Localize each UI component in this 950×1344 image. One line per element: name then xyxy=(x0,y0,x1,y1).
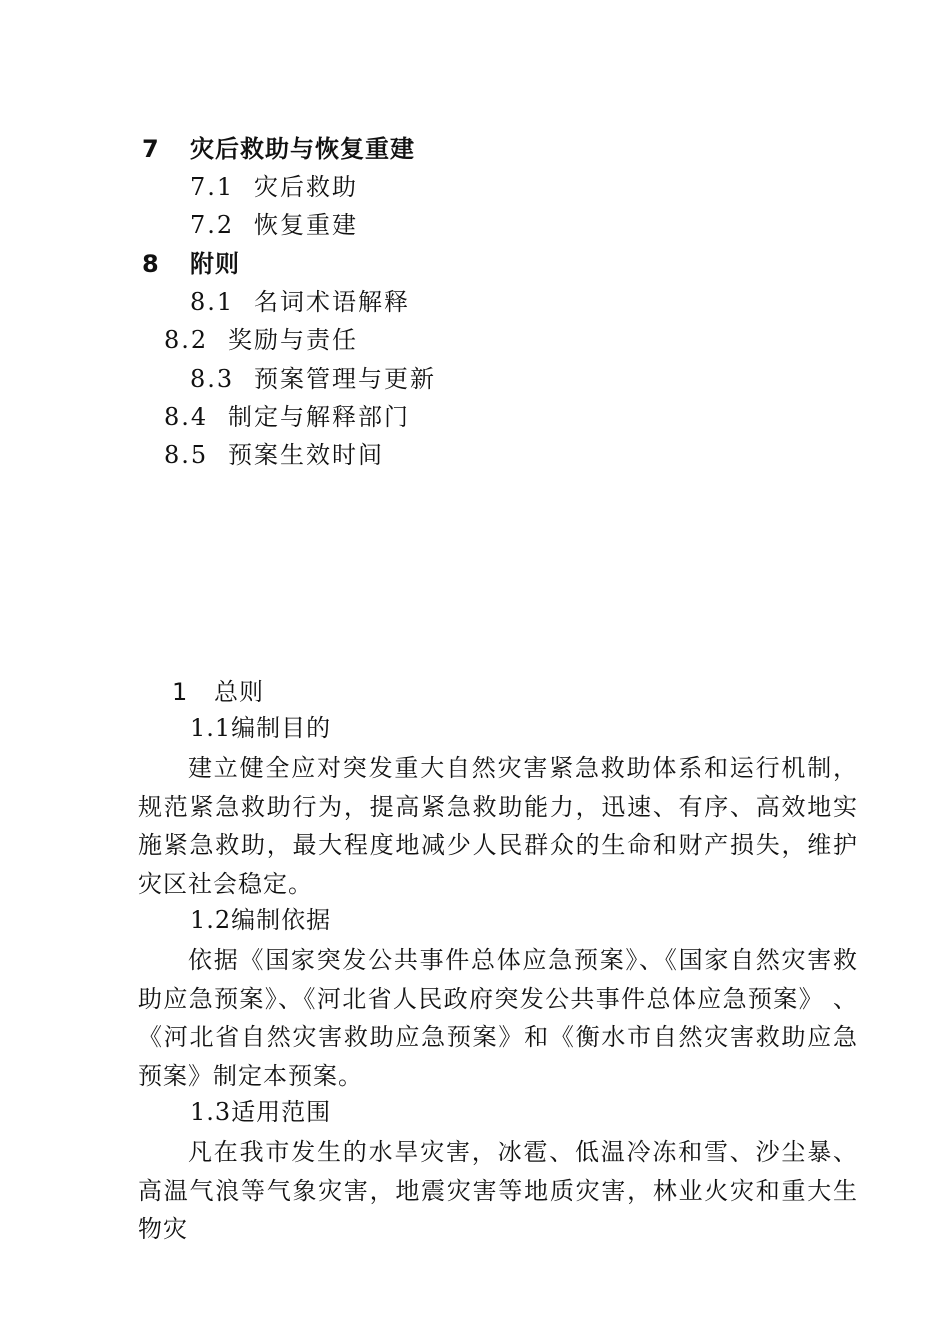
subsection-heading-1-2: 1.2编制依据 xyxy=(190,906,332,934)
toc-number: 8 xyxy=(142,250,160,278)
section-number: 1 xyxy=(172,678,189,706)
toc-section-7-2 xyxy=(190,210,358,240)
toc-number: 7.1 xyxy=(190,173,235,201)
toc-section-8-5 xyxy=(164,440,384,470)
toc-title: 预案生效时间 xyxy=(228,441,384,469)
toc-title: 附则 xyxy=(190,250,240,278)
toc-title: 灾后救助与恢复重建 xyxy=(190,135,415,163)
toc-chapter-8 xyxy=(142,249,240,279)
toc-section-8-2 xyxy=(164,325,358,355)
toc-title: 奖励与责任 xyxy=(228,326,358,354)
subsection-heading-1-3: 1.3适用范围 xyxy=(190,1098,332,1126)
toc-number: 8.3 xyxy=(190,365,235,393)
toc-section-7-1 xyxy=(190,172,358,202)
paragraph-purpose: 建立健全应对突发重大自然灾害紧急救助体系和运行机制，规范紧急救助行为，提高紧急救助能力，迅速、有序、高效地实施紧急救助，最大程度地减少人民群众的生命和财产损失，维护灾区社会稳定。 xyxy=(138,754,858,898)
section-heading-1 xyxy=(172,677,264,707)
toc-title: 预案管理与更新 xyxy=(254,365,436,393)
toc-section-8-3 xyxy=(190,364,436,394)
toc-title: 灾后救助 xyxy=(254,173,358,201)
toc-title: 制定与解释部门 xyxy=(228,403,410,431)
toc-title: 名词术语解释 xyxy=(254,288,410,316)
section-title: 总则 xyxy=(214,678,264,706)
toc-section-8-1 xyxy=(190,287,410,317)
toc-chapter-7 xyxy=(142,134,415,164)
toc-number: 7 xyxy=(142,135,160,163)
subsection-heading-1-1: 1.1编制目的 xyxy=(190,714,332,742)
toc-number: 8.5 xyxy=(164,441,209,469)
paragraph-basis: 依据《国家突发公共事件总体应急预案》、《国家自然灾害救助应急预案》、《河北省人民政府突发公共事件总体应急预案》 、《河北省自然灾害救助应急预案》和《衡水市自然灾害救助应急预案》制定本预案。 xyxy=(138,946,858,1090)
toc-number: 8.1 xyxy=(190,288,235,316)
toc-number: 7.2 xyxy=(190,211,235,239)
paragraph-scope: 凡在我市发生的水旱灾害，冰雹、低温冷冻和雪、沙尘暴、高温气浪等气象灾害，地震灾害等地质灾害，林业火灾和重大生物灾 xyxy=(138,1138,858,1243)
toc-title: 恢复重建 xyxy=(254,211,358,239)
toc-number: 8.4 xyxy=(164,403,209,431)
toc-section-8-4 xyxy=(164,402,410,432)
toc-number: 8.2 xyxy=(164,326,209,354)
